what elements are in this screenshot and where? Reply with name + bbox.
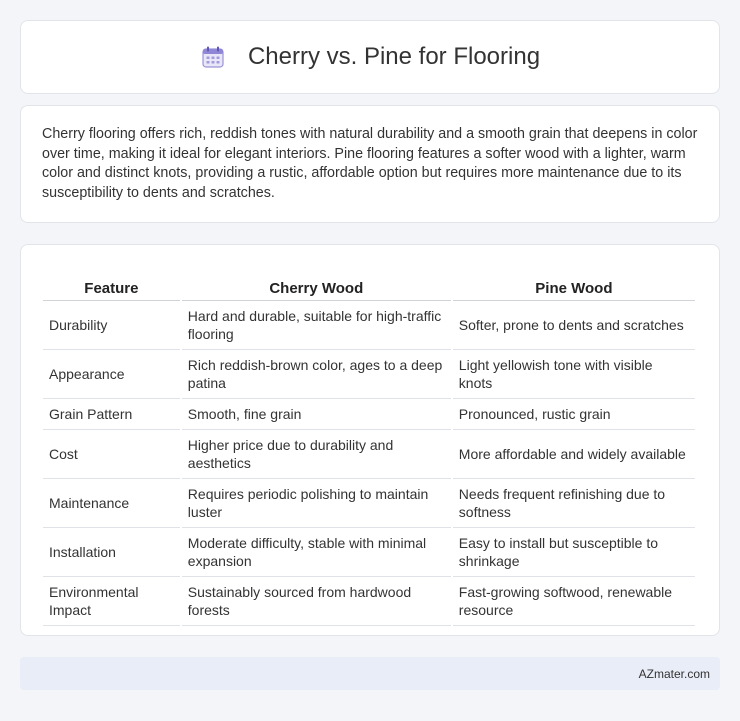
comparison-table-card: [20, 244, 720, 636]
pine-cell: Easy to install but susceptible to shrinkage: [453, 528, 695, 577]
pine-cell: Fast-growing softwood, renewable resource: [453, 577, 695, 626]
table-row: [43, 399, 695, 430]
cherry-cell: Hard and durable, suitable for high-traffic flooring: [182, 301, 451, 350]
feature-cell: Grain Pattern: [43, 399, 180, 430]
feature-cell: Maintenance: [43, 479, 180, 528]
column-header-feature: Feature: [43, 265, 180, 301]
footer: [20, 657, 720, 690]
cherry-cell: Smooth, fine grain: [182, 399, 451, 430]
cherry-cell: Moderate difficulty, stable with minimal expansion: [182, 528, 451, 577]
calendar-icon: [200, 44, 226, 70]
table-header-row: [43, 265, 695, 301]
footer-brand: AZmater.com: [638, 666, 710, 681]
summary-text: Cherry flooring offers rich, reddish tones with natural durability and a smooth grain that deepens in color over time, making it ideal for elegant interiors. Pine flooring features a softer wood with a lighter, warm color and distinct knots, providing a rustic, affordable option but requires more maintenance due to its susceptibility to dents and scratches.: [42, 126, 698, 201]
feature-cell: Cost: [43, 430, 180, 479]
pine-cell: Softer, prone to dents and scratches: [453, 301, 695, 350]
cherry-cell: Sustainably sourced from hardwood forests: [182, 577, 451, 626]
table-row: [43, 301, 695, 350]
page-title: Cherry vs. Pine for Flooring: [247, 43, 541, 70]
table-row: [43, 528, 695, 577]
table-row: [43, 577, 695, 626]
cherry-cell: Requires periodic polishing to maintain luster: [182, 479, 451, 528]
cherry-cell: Rich reddish-brown color, ages to a deep patina: [182, 350, 451, 399]
comparison-table: [41, 265, 697, 626]
feature-cell: Environmental Impact: [43, 577, 180, 626]
table-row: [43, 350, 695, 399]
pine-cell: More affordable and widely available: [453, 430, 695, 479]
feature-cell: Installation: [43, 528, 180, 577]
feature-cell: Appearance: [43, 350, 180, 399]
cherry-cell: Higher price due to durability and aesthetics: [182, 430, 451, 479]
column-header-pine: Pine Wood: [453, 265, 695, 301]
title-card: [20, 20, 720, 94]
summary-card: [20, 105, 720, 223]
pine-cell: Light yellowish tone with visible knots: [453, 350, 695, 399]
pine-cell: Needs frequent refinishing due to softness: [453, 479, 695, 528]
feature-cell: Durability: [43, 301, 180, 350]
pine-cell: Pronounced, rustic grain: [453, 399, 695, 430]
table-row: [43, 479, 695, 528]
column-header-cherry: Cherry Wood: [182, 265, 451, 301]
table-row: [43, 430, 695, 479]
